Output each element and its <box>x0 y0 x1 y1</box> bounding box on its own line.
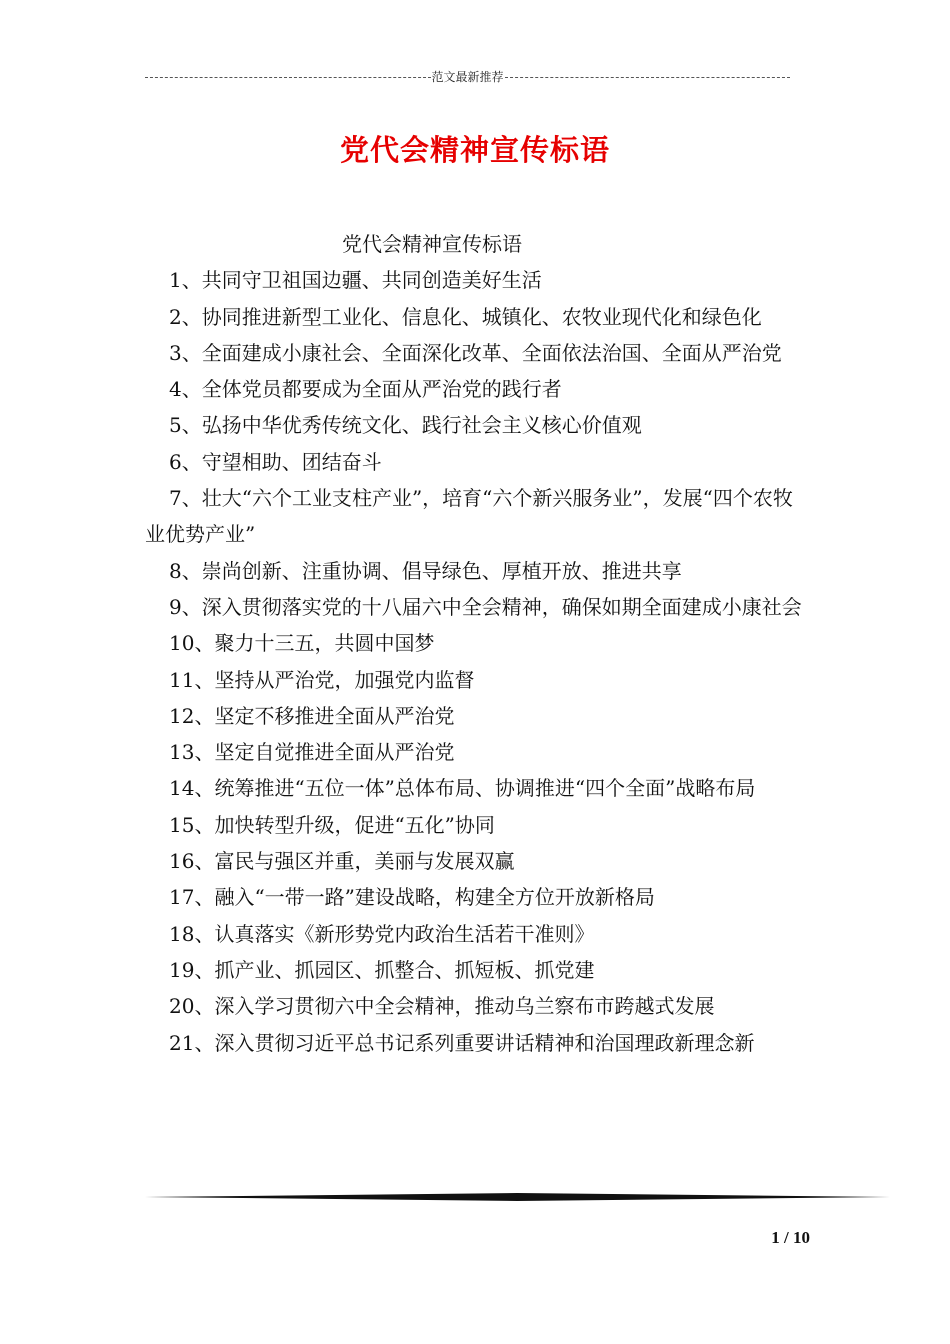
list-item: 20、深入学习贯彻六中全会精神，推动乌兰察布市跨越式发展 <box>169 994 715 1019</box>
list-item: 7、壮大“六个工业支柱产业”，培育“六个新兴服务业”，发展“四个农牧业优势产业” <box>145 486 793 547</box>
list-item: 9、深入贯彻落实党的十八届六中全会精神，确保如期全面建成小康社会 <box>169 594 802 619</box>
header-dashes-right <box>505 77 791 78</box>
document-subtitle: 党代会精神宣传标语 <box>342 232 522 256</box>
page-header <box>145 66 790 86</box>
list-item: 2、协同推进新型工业化、信息化、城镇化、农牧业现代化和绿色化 <box>169 304 762 329</box>
list-item: 1、共同守卫祖国边疆、共同创造美好生活 <box>169 268 542 293</box>
list-item: 8、崇尚创新、注重协调、倡导绿色、厚植开放、推进共享 <box>169 558 682 583</box>
page-number: 1 / 10 <box>771 1228 810 1247</box>
list-item: 17、融入“一带一路”建设战略，构建全方位开放新格局 <box>169 885 655 910</box>
list-item: 13、坚定自觉推进全面从严治党 <box>169 740 455 765</box>
list-item: 12、坚定不移推进全面从严治党 <box>169 703 455 728</box>
list-item: 18、认真落实《新形势党内政治生活若干准则》 <box>169 921 595 946</box>
header-label: 范文最新推荐 <box>431 69 504 84</box>
document-body <box>145 226 810 1061</box>
list-item: 19、抓产业、抓园区、抓整合、抓短板、抓党建 <box>169 957 595 982</box>
list-item: 14、统筹推进“五位一体”总体布局、协调推进“四个全面”战略布局 <box>169 776 756 801</box>
header-dashes-left <box>145 77 431 78</box>
footer-rule <box>145 1193 890 1201</box>
list-item: 10、聚力十三五，共圆中国梦 <box>169 631 435 656</box>
list-item: 11、坚持从严治党，加强党内监督 <box>169 667 475 692</box>
list-item: 3、全面建成小康社会、全面深化改革、全面依法治国、全面从严治党 <box>169 340 782 365</box>
list-item: 21、深入贯彻习近平总书记系列重要讲话精神和治国理政新理念新 <box>169 1030 755 1055</box>
list-item: 16、富民与强区并重，美丽与发展双赢 <box>169 849 515 874</box>
document-title: 党代会精神宣传标语 <box>339 133 610 167</box>
list-item: 6、守望相助、团结奋斗 <box>169 449 382 474</box>
list-item: 4、全体党员都要成为全面从严治党的践行者 <box>169 377 562 402</box>
list-item: 5、弘扬中华优秀传统文化、践行社会主义核心价值观 <box>169 413 642 438</box>
list-item: 15、加快转型升级，促进“五化”协同 <box>169 812 495 837</box>
